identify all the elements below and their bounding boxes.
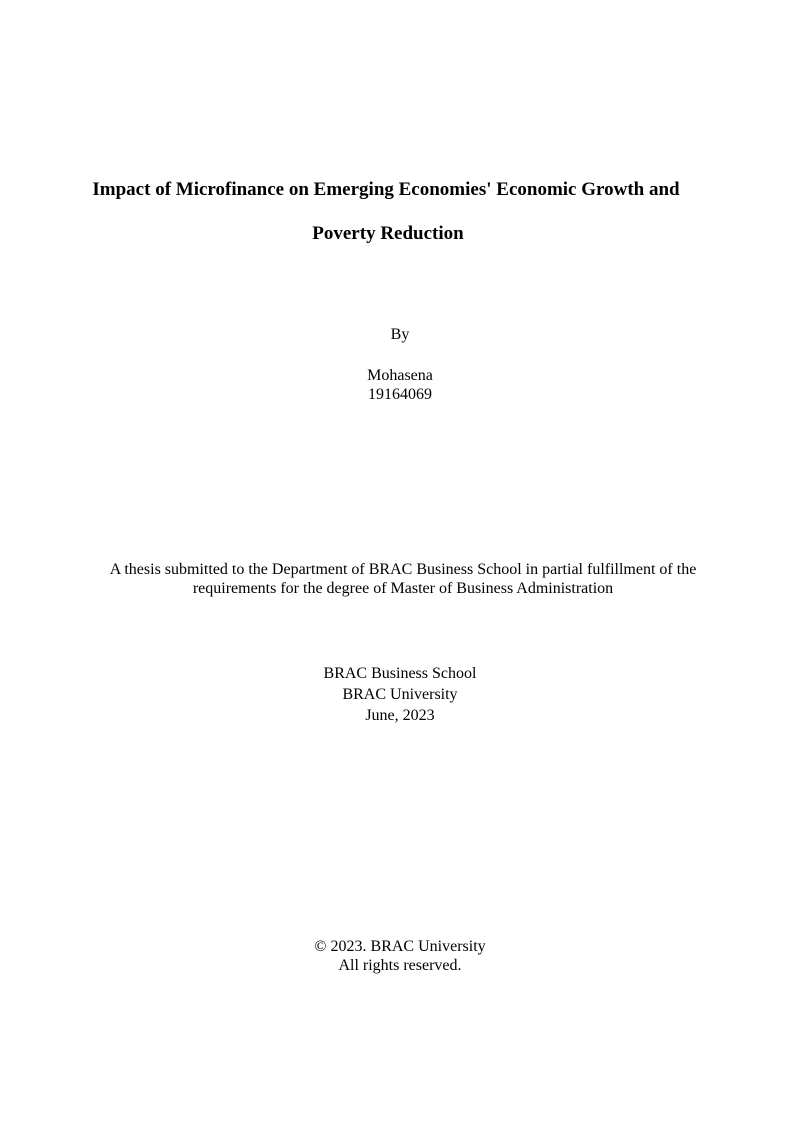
copyright-notice: © 2023. BRAC University	[314, 938, 486, 955]
university-name: BRAC University	[342, 686, 458, 703]
rights-statement: All rights reserved.	[338, 957, 462, 974]
author-name: Mohasena	[367, 367, 433, 384]
thesis-title-line-2: Poverty Reduction	[312, 223, 464, 244]
thesis-statement-line-1: A thesis submitted to the Department of BRAC Business School in partial fulfillment of the	[109, 561, 697, 578]
thesis-title-line-1: Impact of Microfinance on Emerging Economies' Economic Growth and	[92, 179, 680, 200]
submission-date: June, 2023	[365, 707, 435, 724]
school-name: BRAC Business School	[323, 665, 477, 682]
by-label: By	[390, 326, 410, 343]
thesis-statement-line-2: requirements for the degree of Master of Business Administration	[192, 580, 614, 597]
student-id: 19164069	[368, 386, 432, 403]
